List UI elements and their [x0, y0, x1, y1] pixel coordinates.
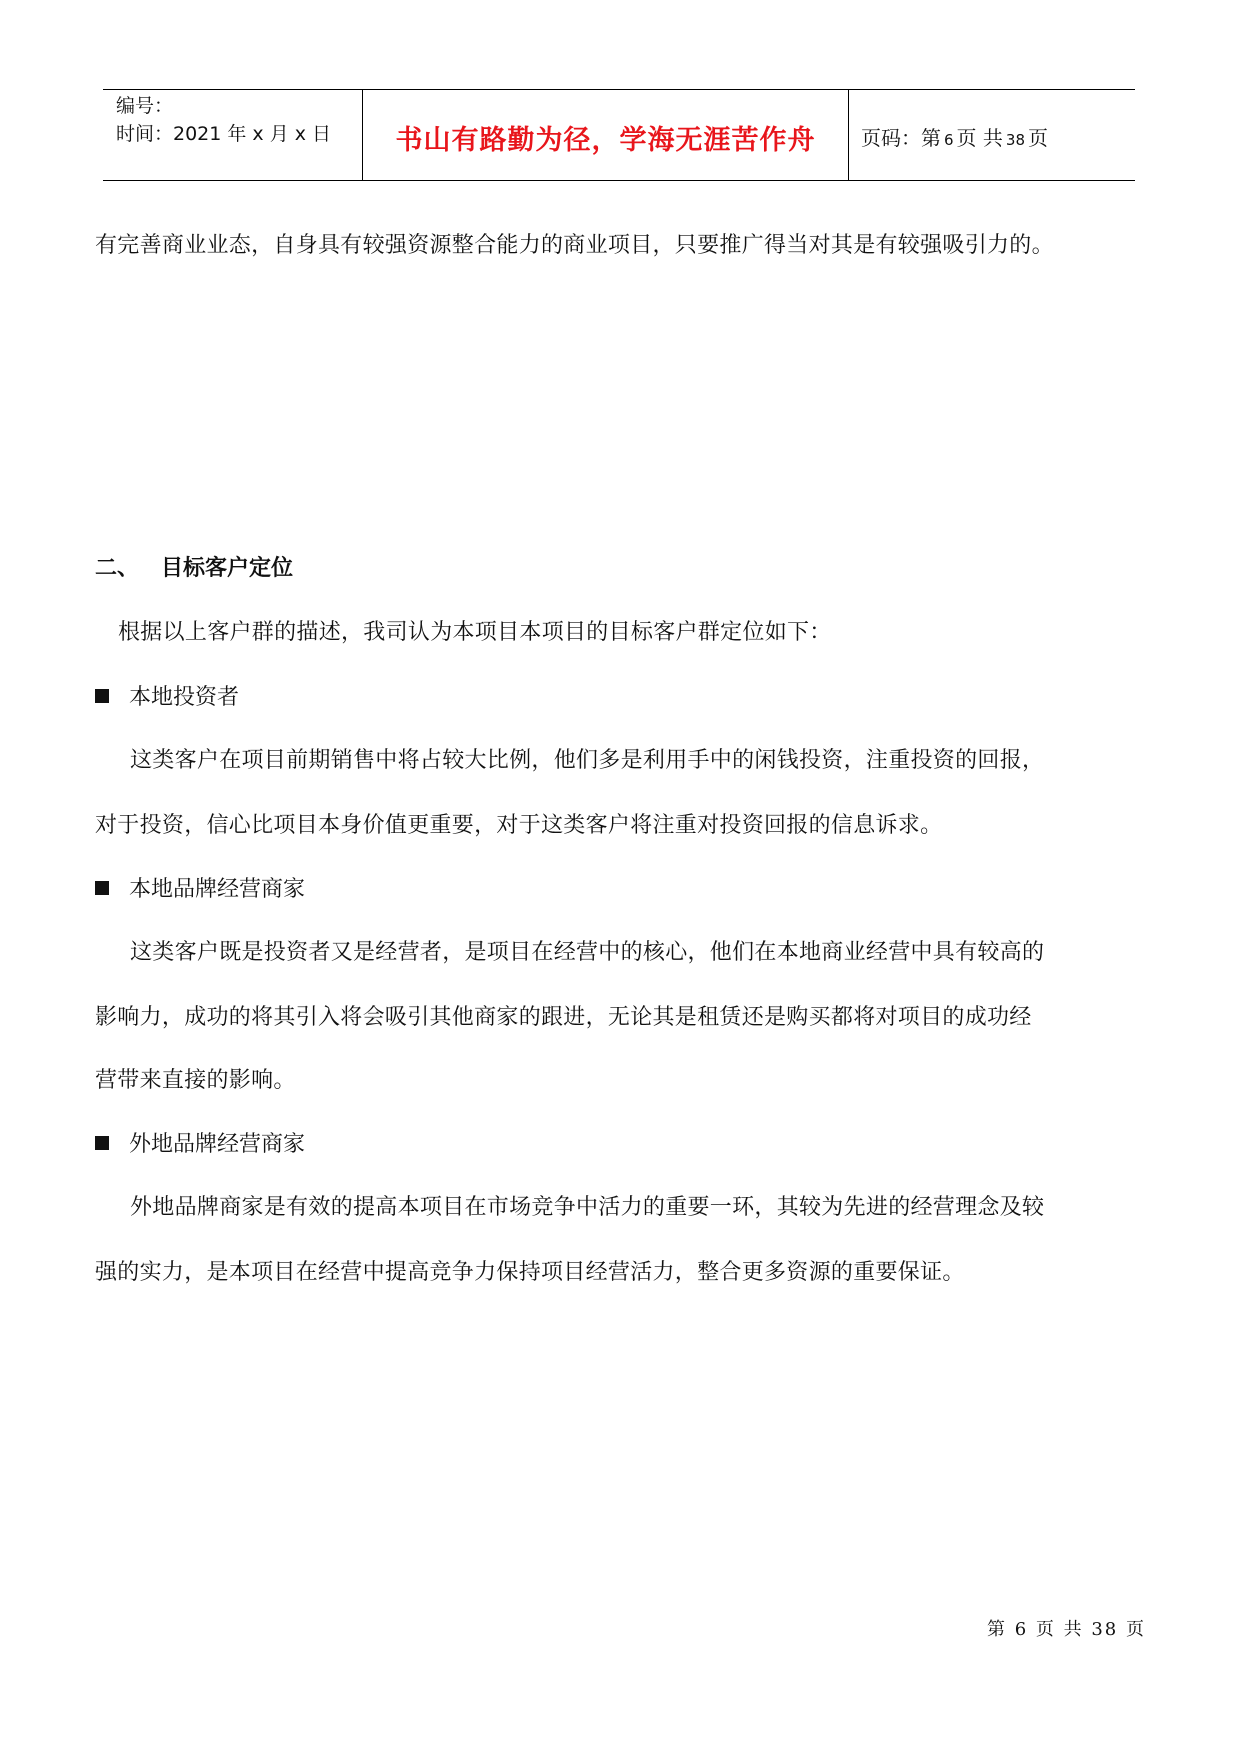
header-meta: [116, 92, 331, 148]
square-bullet-icon: [95, 1136, 109, 1150]
paragraph-line: 对于投资，信心比项目本身价值更重要，对于这类客户将注重对投资回报的信息诉求。: [95, 813, 943, 838]
header-divider: [848, 90, 849, 180]
paragraph-line: 影响力，成功的将其引入将会吸引其他商家的跟进，无论其是租赁还是购买都将对项目的成功经: [95, 1005, 1032, 1030]
bullet-item: [95, 872, 305, 903]
page-footer: 第 6 页 共 38 页: [987, 1619, 1146, 1640]
square-bullet-icon: [95, 689, 109, 703]
page-number: 6: [944, 131, 954, 149]
paragraph-line: 这类客户既是投资者又是经营者，是项目在经营中的核心，他们在本地商业经营中具有较高的: [130, 940, 1045, 965]
square-bullet-icon: [95, 881, 109, 895]
section-title: 目标客户定位: [161, 556, 294, 581]
page-header: [103, 89, 1135, 181]
paragraph-line: 外地品牌商家是有效的提高本项目在市场竞争中活力的重要一环，其较为先进的经营理念及较: [130, 1195, 1045, 1220]
section-heading: [95, 551, 293, 582]
page-mid: 页 共: [956, 126, 1003, 150]
page-prefix: 页码：第: [861, 126, 941, 150]
page-suffix: 页: [1028, 126, 1048, 150]
bullet-title: 本地投资者: [129, 685, 240, 710]
header-motto: 书山有路勤为径，学海无涯苦作舟: [395, 125, 816, 156]
intro-paragraph: 有完善商业业态，自身具有较强资源整合能力的商业项目，只要推广得当对其是有较强吸引力的。: [95, 233, 1054, 258]
paragraph-line: 营带来直接的影响。: [95, 1068, 296, 1093]
bullet-item: [95, 680, 239, 711]
bullet-title: 本地品牌经营商家: [129, 877, 306, 902]
paragraph-line: 强的实力，是本项目在经营中提高竞争力保持项目经营活力，整合更多资源的重要保证。: [95, 1260, 965, 1285]
page-total: 38: [1005, 131, 1025, 149]
header-page-indicator: [861, 122, 1048, 151]
paragraph-line: 这类客户在项目前期销售中将占较大比例，他们多是利用手中的闲钱投资，注重投资的回报，: [130, 748, 1045, 773]
document-time-label: 时间：2021 年 x 月 x 日: [116, 123, 332, 145]
document-number-label: 编号：: [116, 95, 174, 117]
section-number: 二、: [95, 556, 140, 581]
bullet-item: [95, 1127, 305, 1158]
bullet-title: 外地品牌经营商家: [129, 1132, 306, 1157]
lead-paragraph: 根据以上客户群的描述，我司认为本项目本项目的目标客户群定位如下：: [118, 620, 832, 645]
